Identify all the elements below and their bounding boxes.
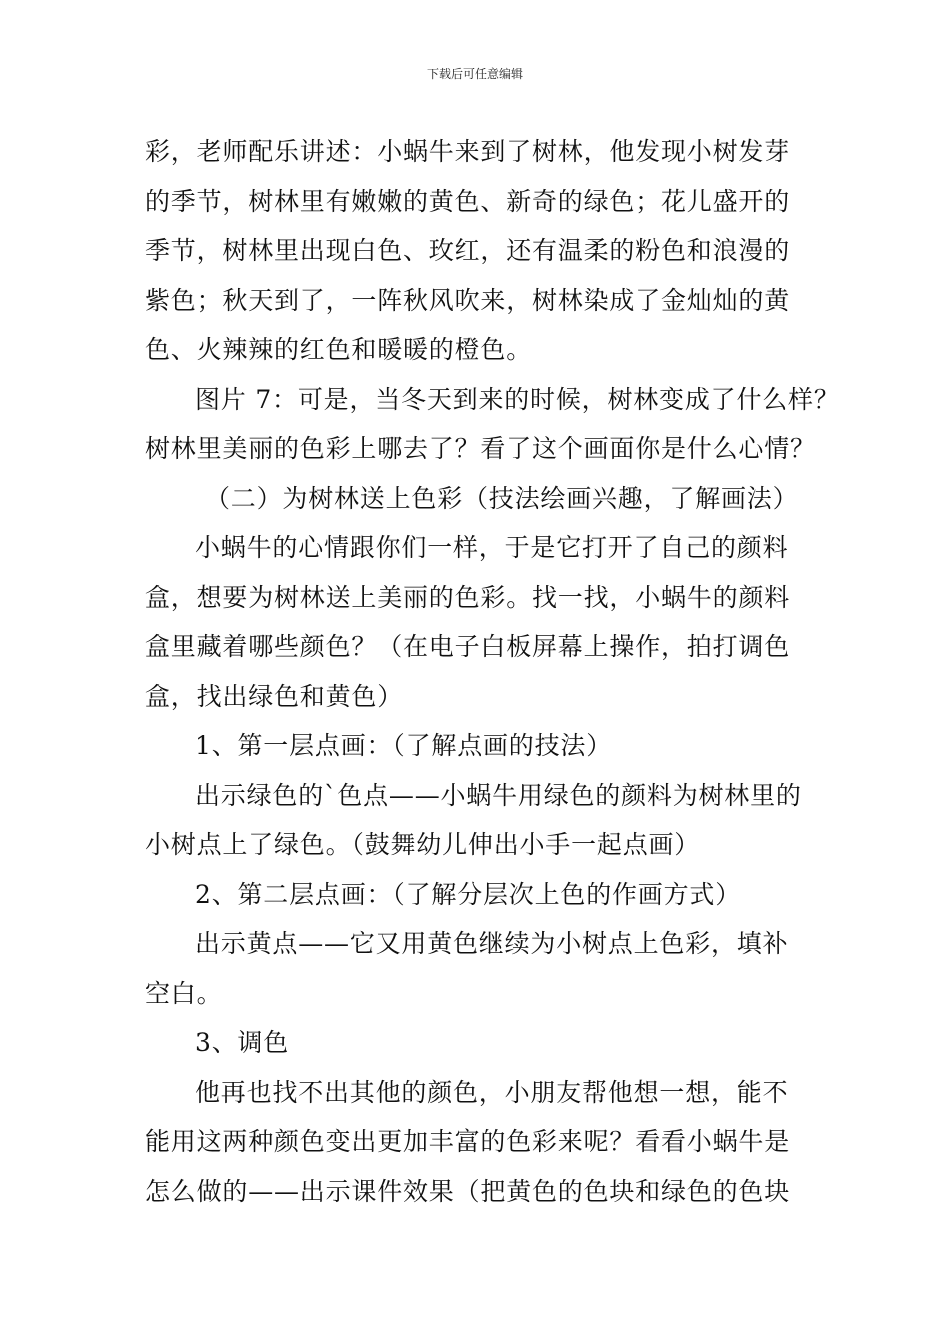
text-line: 盒，想要为树林送上美丽的色彩。找一找，小蜗牛的颜料 (145, 582, 791, 612)
text-line: 怎么做的——出示课件效果（把黄色的色块和绿色的色块 (145, 1176, 791, 1206)
text-line: 紫色；秋天到了，一阵秋风吹来，树林染成了金灿灿的黄 (145, 285, 791, 315)
text-line: 的季节，树林里有嫩嫩的黄色、新奇的绿色；花儿盛开的 (145, 186, 791, 216)
text-line: 空白。 (145, 978, 223, 1008)
text-line: 他再也找不出其他的颜色，小朋友帮他想一想，能不 (195, 1077, 789, 1107)
text-line: 3、调色 (195, 1028, 290, 1057)
text-line: 出示绿色的`色点——小蜗牛用绿色的颜料为树林里的 (195, 780, 802, 810)
section-heading: （二）为树林送上色彩（技法绘画兴趣，了解画法） (205, 483, 799, 513)
text-line: 色、火辣辣的红色和暖暖的橙色。 (145, 335, 533, 364)
text-line: 出示黄点——它又用黄色继续为小树点上色彩，填补 (195, 929, 789, 958)
text-line: 图片 7：可是，当冬天到来的时候，树林变成了什么样？ (195, 384, 840, 414)
text-line: 小蜗牛的心情跟你们一样，于是它打开了自己的颜料 (195, 533, 789, 562)
text-line: 小树点上了绿色。（鼓舞幼儿伸出小手一起点画） (145, 830, 701, 859)
text-line: 盒，找出绿色和黄色） (145, 681, 404, 711)
text-line: 彩，老师配乐讲述：小蜗牛来到了树林，他发现小树发芽 (145, 137, 791, 166)
text-line: 盒里藏着哪些颜色？（在电子白板屏幕上操作，拍打调色 (145, 632, 791, 661)
text-line: 1、第一层点画：（了解点画的技法） (195, 731, 613, 760)
document-body (145, 127, 840, 1216)
page-header: 下载后可任意编辑 (426, 67, 523, 81)
text-line: 2、第二层点画：（了解分层次上色的作画方式） (195, 879, 742, 909)
text-line: 能用这两种颜色变出更加丰富的色彩来呢？看看小蜗牛是 (145, 1127, 791, 1156)
text-line: 树林里美丽的色彩上哪去了？看了这个画面你是什么心情？ (145, 434, 816, 463)
text-line: 季节，树林里出现白色、玫红，还有温柔的粉色和浪漫的 (145, 236, 791, 265)
